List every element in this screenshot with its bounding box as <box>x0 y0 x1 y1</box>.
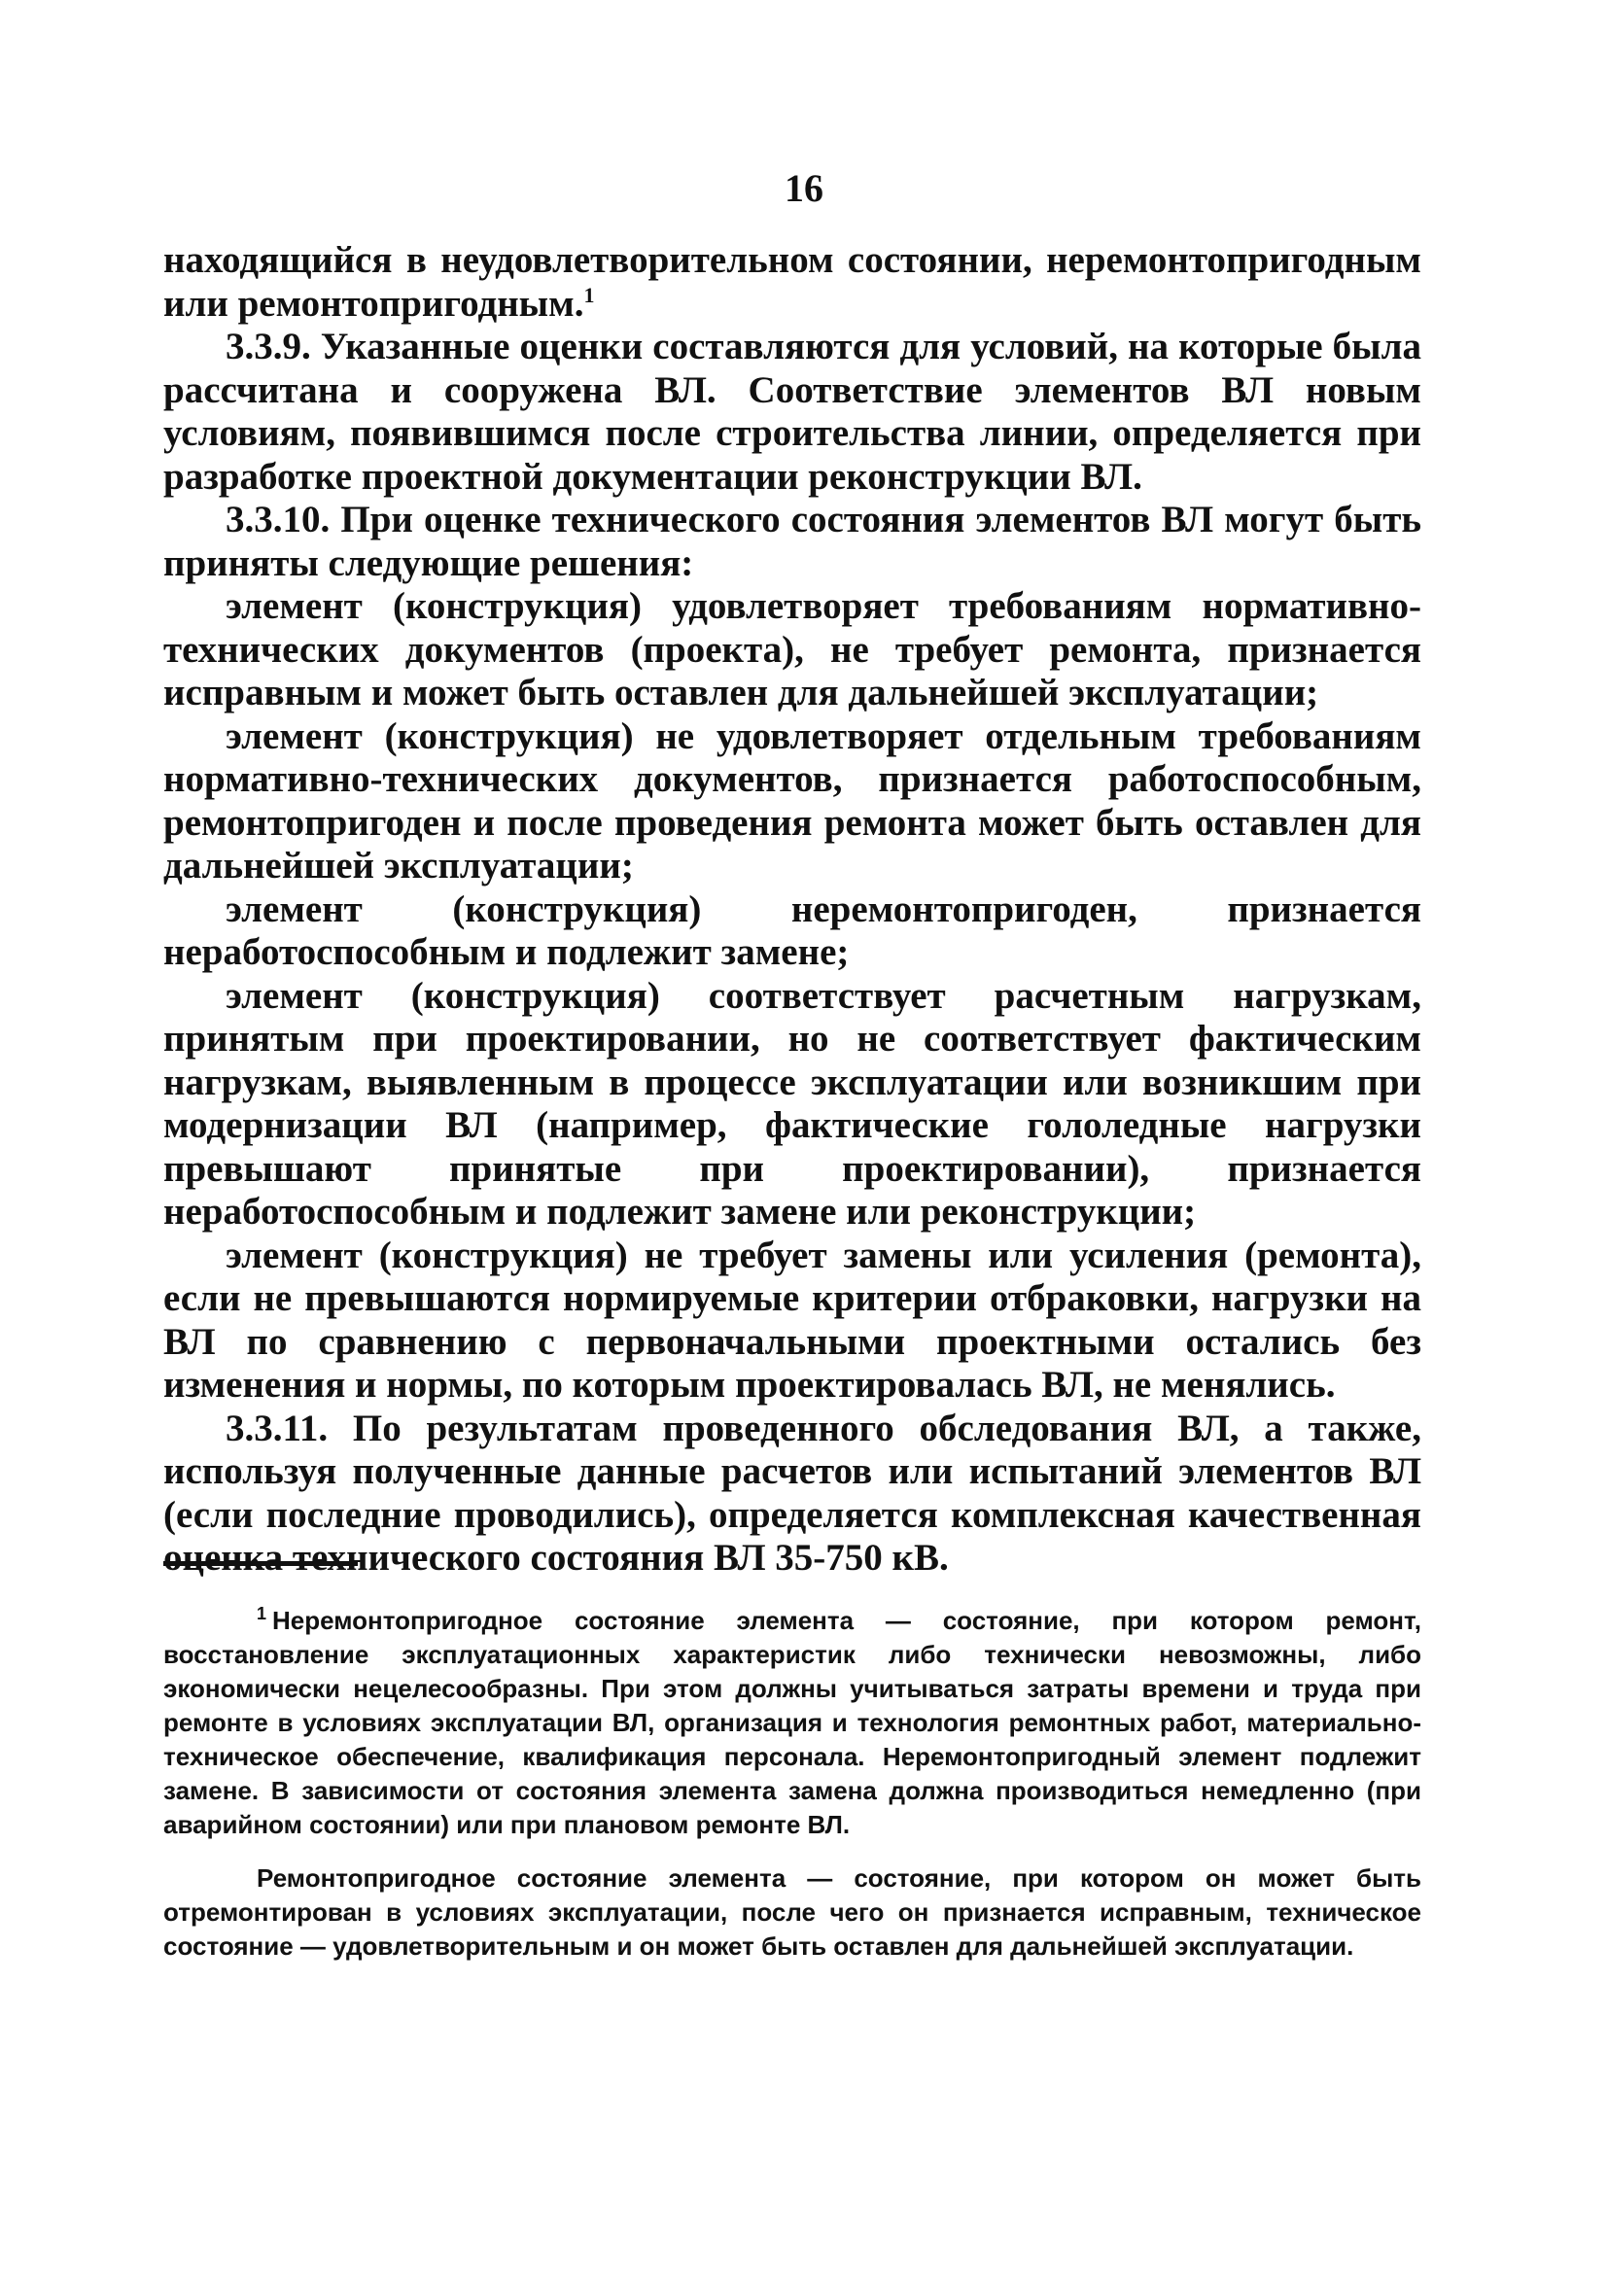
decision-item-5: элемент (конструкция) не требует замены или усиления (ремонта), если не превышаются нормируемые критерии отбраковки, нагрузки на ВЛ по сравнению с первоначальными проектными остались без изменения и нормы, по которым проектировалась ВЛ, не менялись. <box>163 1234 1421 1406</box>
footnote-reference: 1 <box>583 282 595 307</box>
footnote-mark: 1 <box>257 1604 267 1624</box>
footnote-1 <box>163 1604 1421 1842</box>
paragraph-3-3-10: 3.3.10. При оценке технического состояния элементов ВЛ могут быть приняты следующие решения: <box>163 499 1421 584</box>
decision-item-3: элемент (конструкция) неремонтопригоден, признается неработоспособным и подлежит замене; <box>163 887 1421 973</box>
decision-item-1: элемент (конструкция) удовлетворяет требованиям нормативно-технических документов (проекта), не требует ремонта, признается исправным и может быть оставлен для дальнейшей эксплуатации; <box>163 585 1421 713</box>
paragraph-3-3-9: 3.3.9. Указанные оценки составляются для условий, на которые была рассчитана и сооружена ВЛ. Соответствие элементов ВЛ новым условиям, появившимся после строительства линии, определяется при разработке проектной документации реконструкции ВЛ. <box>163 326 1421 498</box>
decision-item-4: элемент (конструкция) соответствует расчетным нагрузкам, принятым при проектировании, но не соответствует фактическим нагрузкам, выявленным в процессе эксплуатации или возникшим при модернизации ВЛ (например, фактические гололедные нагрузки превышают принятые при проектировании), признается неработоспособным и подлежит замене или реконструкции; <box>163 974 1421 1233</box>
continued-paragraph <box>163 239 1421 326</box>
footnote-divider <box>163 1561 358 1566</box>
page-number: 16 <box>785 166 823 210</box>
body-text <box>163 239 1421 1581</box>
footnotes <box>163 1604 1421 1983</box>
paragraph-3-3-11: 3.3.11. По результатам проведенного обследования ВЛ, а также, используя полученные данные расчетов или испытаний элементов ВЛ (если последние проводились), определяется комплексная качественная оценка технического состояния ВЛ 35-750 кВ. <box>163 1407 1421 1579</box>
footnote-1-continuation: Ремонтопригодное состояние элемента — состояние, при котором он может быть отремонтирован в условиях эксплуатации, после чего он признается исправным, техническое состояние — удовлетворительным и он может быть оставлен для дальнейшей эксплуатации. <box>163 1863 1421 1961</box>
continued-paragraph-text: находящийся в неудовлетворительном состоянии, неремонтопригодным или ремонтопригодным. <box>163 239 1421 325</box>
decision-item-2: элемент (конструкция) не удовлетворяет отдельным требованиям нормативно-технических документов, признается работоспособным, ремонтопригоден и после проведения ремонта может быть оставлен для дальнейшей эксплуатации; <box>163 714 1421 887</box>
footnote-1-text: Неремонтопригодное состояние элемента — состояние, при котором ремонт, восстановление эксплуатационных характеристик либо технически невозможны, либо экономически нецелесообразны. При этом должны учитываться затраты времени и труда при ремонте в условиях эксплуатации ВЛ, организация и технология ремонтных работ, материально-техническое обеспечение, квалификация персонала. Неремонтопригодный элемент подлежит замене. В зависимости от состояния элемента замена должна производиться немедленно (при аварийном состоянии) или при плановом ремонте ВЛ. <box>163 1606 1421 1839</box>
